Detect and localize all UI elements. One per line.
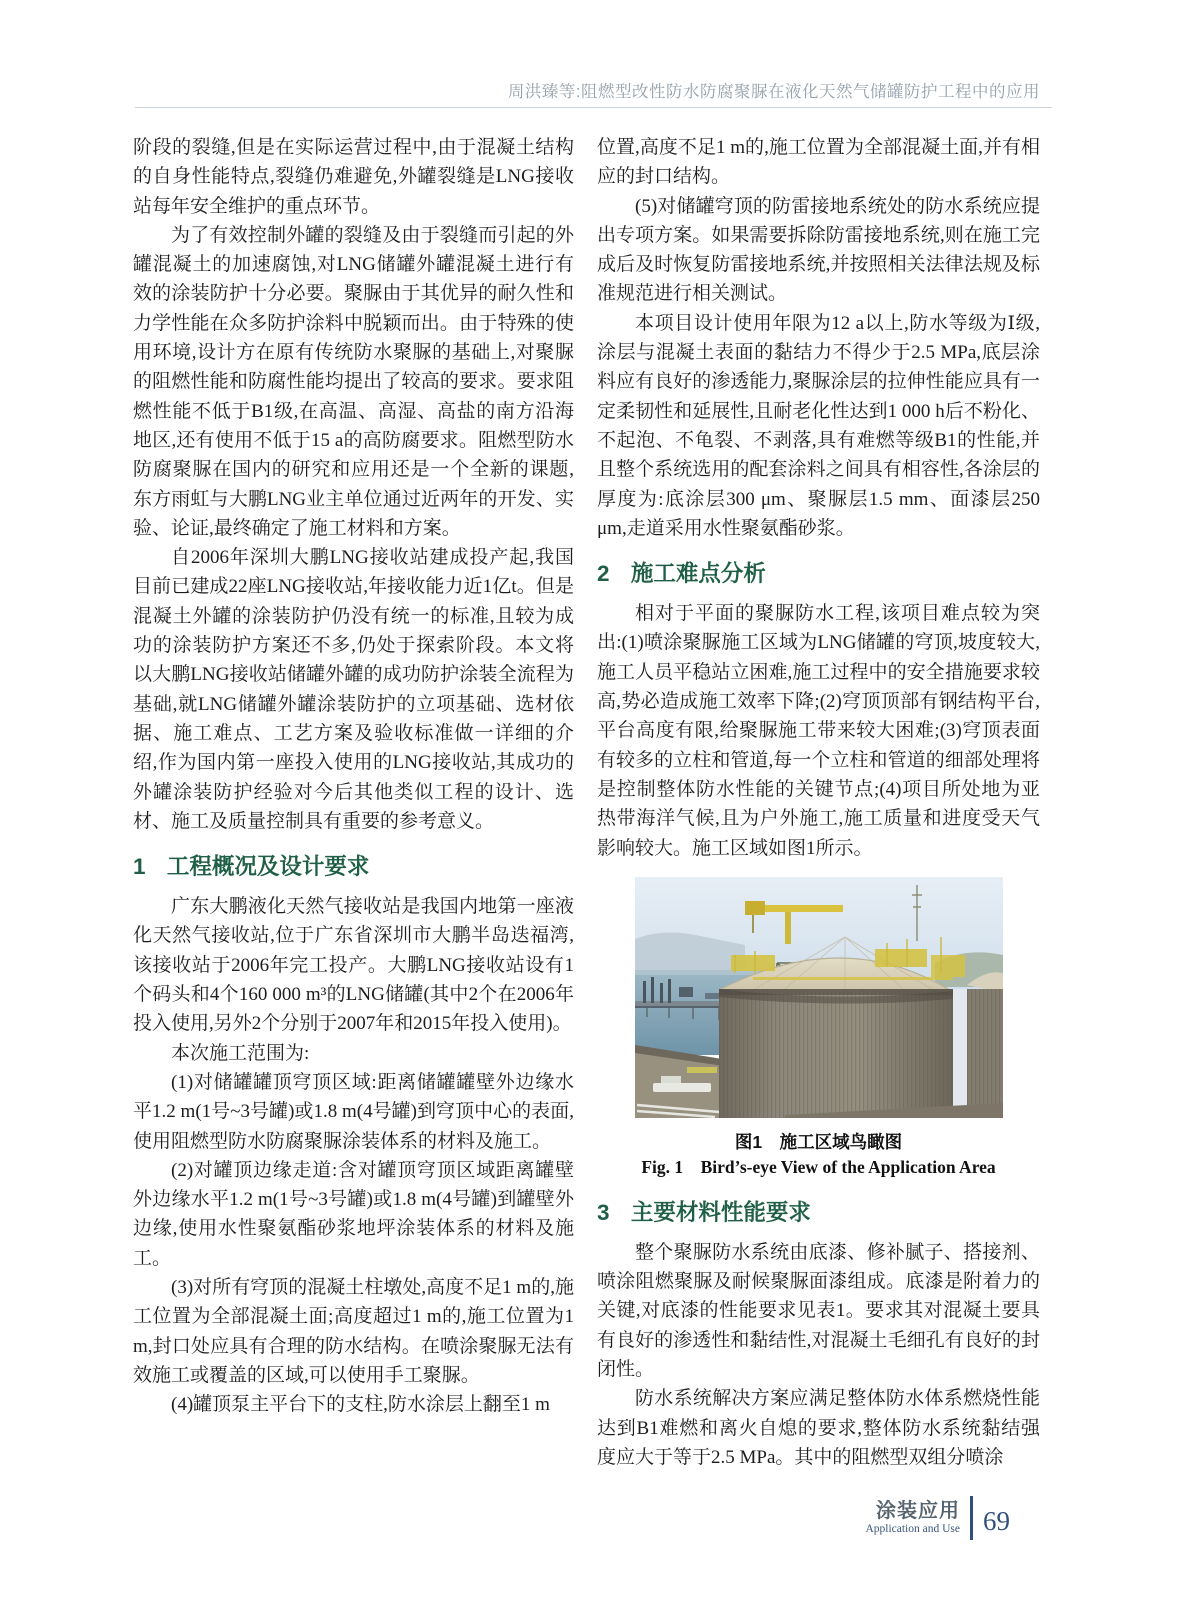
figure1-caption-en: Fig. 1 Bird’s-eye View of the Application Area [641,1156,996,1177]
page-number: 69 [983,1505,1010,1536]
paragraph: 防水系统解决方案应满足整体防水体系燃烧性能达到B1难燃和离火自熄的要求,整体防水系统黏结强度应大于等于2.5 MPa。其中的阻燃型双组分喷涂 [597,1388,1040,1468]
footer-column-labels [865,1500,960,1537]
right-column [597,133,1040,1472]
list-item: (3)对所有穹顶的混凝土柱墩处,高度不足1 m的,施工位置为全部混凝土面;高度超过1 m的,施工位置为1 m,封口处应具有合理的防水结构。在喷涂聚脲无法有效施工或覆盖的区域,可以使用手工聚脲。 [133,1276,574,1386]
footer-column-name-cn: 涂装应用 [876,1499,960,1522]
section-heading-1 [133,852,574,882]
list-item: (1)对储罐罐顶穹顶区域:距离储罐罐壁外边缘水平1.2 m(1号~3号罐)或1.8 m(4号罐)到穹顶中心的表面,使用阻燃型防水防腐聚脲涂装体系的材料及施工。 [133,1071,574,1152]
paragraph: 相对于平面的聚脲防水工程,该项目难点较为突出:(1)喷涂聚脲施工区域为LNG储罐的穹顶,坡度较大,施工人员平稳站立困难,施工过程中的安全措施要求较高,势必造成施工效率下降;(2)穹顶顶部有钢结构平台,平台高度有限,给聚脲施工带来较大困难;(3)穹顶表面有较多的立柱和管道,每一个立柱和管道的细部处理将是控制整体防水性能的关键节点;(4)项目所处地为亚热带海洋气候,且为户外施工,施工质量和进度受天气影响较大。施工区域如图1所示。 [597,603,1040,859]
paragraph: 广东大鹏液化天然气接收站是我国内地第一座液化天然气接收站,位于广东省深圳市大鹏半岛迭福湾,该接收站于2006年完工投产。大鹏LNG接收站设有1个码头和4个160 000 m³的LNG储罐(其中2个在2006年投入使用,另外2个分别于2007年和2015年投入使用)。 [133,896,574,1035]
paragraph: 为了有效控制外罐的裂缝及由于裂缝而引起的外罐混凝土的加速腐蚀,对LNG储罐外罐混凝土进行有效的涂装防护十分必要。聚脲由于其优异的耐久性和力学性能在众多防护涂料中脱颖而出。由于特殊的使用环境,设计方在原有传统防水聚脲的基础上,对聚脲的阻燃性能和防腐性能均提出了较高的要求。要求阻燃性能不低于B1级,在高温、高湿、高盐的南方沿海地区,还有使用不低于15 a的高防腐要求。阻燃型防水防腐聚脲在国内的研究和应用还是一个全新的课题,东方雨虹与大鹏LNG业主单位通过近两年的开发、实验、论证,最终确定了施工材料和方案。 [133,224,574,539]
section-number: 2 [597,561,610,587]
section-heading-3 [597,1198,1040,1228]
left-column [133,133,574,1419]
paragraph: 本项目设计使用年限为12 a以上,防水等级为Ⅰ级,涂层与混凝土表面的黏结力不得少于2.5 MPa,底层涂料应有良好的渗透能力,聚脲涂层的拉伸性能应具有一定柔韧性和延展性,且耐老化性达到1 000 h后不粉化、不起泡、不龟裂、不剥落,具有难燃等级B1的性能,并且整个系统选用的配套涂料之间具有相容性,各涂层的厚度为:底涂层300 μm、聚脲层1.5 mm、面漆层250 μm,走道采用水性聚氨酯砂浆。 [597,312,1040,539]
footer-divider [970,1496,973,1540]
list-item: (4)罐顶泵主平台下的支柱,防水涂层上翻至1 m [171,1394,550,1416]
running-header-title: 周洪臻等:阻燃型改性防水防腐聚脲在液化天然气储罐防护工程中的应用 [507,83,1040,101]
list-item: (5)对储罐穹顶的防雷接地系统处的防水系统应提出专项方案。如果需要拆除防雷接地系统,则在施工完成后及时恢复防雷接地系统,并按照相关法律法规及标准规范进行相关测试。 [597,195,1040,305]
paragraph: 自2006年深圳大鹏LNG接收站建成投产起,我国目前已建成22座LNG接收站,年接收能力近1亿t。但是混凝土外罐的涂装防护仍没有统一的标准,且较为成功的涂装防护方案还不多,仍处于探索阶段。本文将以大鹏LNG接收站储罐外罐的成功防护涂装全流程为基础,就LNG储罐外罐涂装防护的立项基础、选材依据、施工难点、工艺方案及验收标准做一详细的介绍,作为国内第一座投入使用的LNG接收站,其成功的外罐涂装防护经验对今后其他类似工程的设计、选材、施工及质量控制具有重要的参考意义。 [133,547,574,832]
paragraph: 整个聚脲防水系统由底漆、修补腻子、搭接剂、喷涂阻燃聚脲及耐候聚脲面漆组成。底漆是附着力的关键,对底漆的性能要求见表1。要求其对混凝土要具有良好的渗透性和黏结性,对混凝土毛细孔有良好的封闭性。 [597,1241,1040,1381]
list-item: (2)对罐顶边缘走道:含对罐顶穹顶区域距离罐壁外边缘水平1.2 m(1号~3号罐)或1.8 m(4号罐)到罐壁外边缘,使用水性聚氨酯砂浆地坪涂装体系的材料及施工。 [133,1159,574,1269]
section-heading-2 [597,559,1040,589]
header-rule [135,107,1052,108]
section-number: 3 [597,1199,610,1225]
figure1-caption-cn: 图1 施工区域鸟瞰图 [734,1131,903,1152]
paragraph: 位置,高度不足1 m的,施工位置为全部混凝土面,并有相应的封口结构。 [597,137,1040,188]
figure-1 [597,877,1040,1180]
section-title: 主要材料性能要求 [630,1199,811,1225]
page-footer [865,1496,1010,1540]
paragraph: 本次施工范围为: [171,1042,310,1064]
section-title: 工程概况及设计要求 [166,854,370,880]
footer-column-name-en: Application and Use [865,1522,960,1535]
paragraph: 阶段的裂缝,但是在实际运营过程中,由于混凝土结构的自身性能特点,裂缝仍难避免,外罐裂缝是LNG接收站每年安全维护的重点环节。 [133,137,574,217]
section-number: 1 [133,854,146,880]
lng-tank-birds-eye-photo [635,877,1003,1118]
section-title: 施工难点分析 [630,561,766,587]
